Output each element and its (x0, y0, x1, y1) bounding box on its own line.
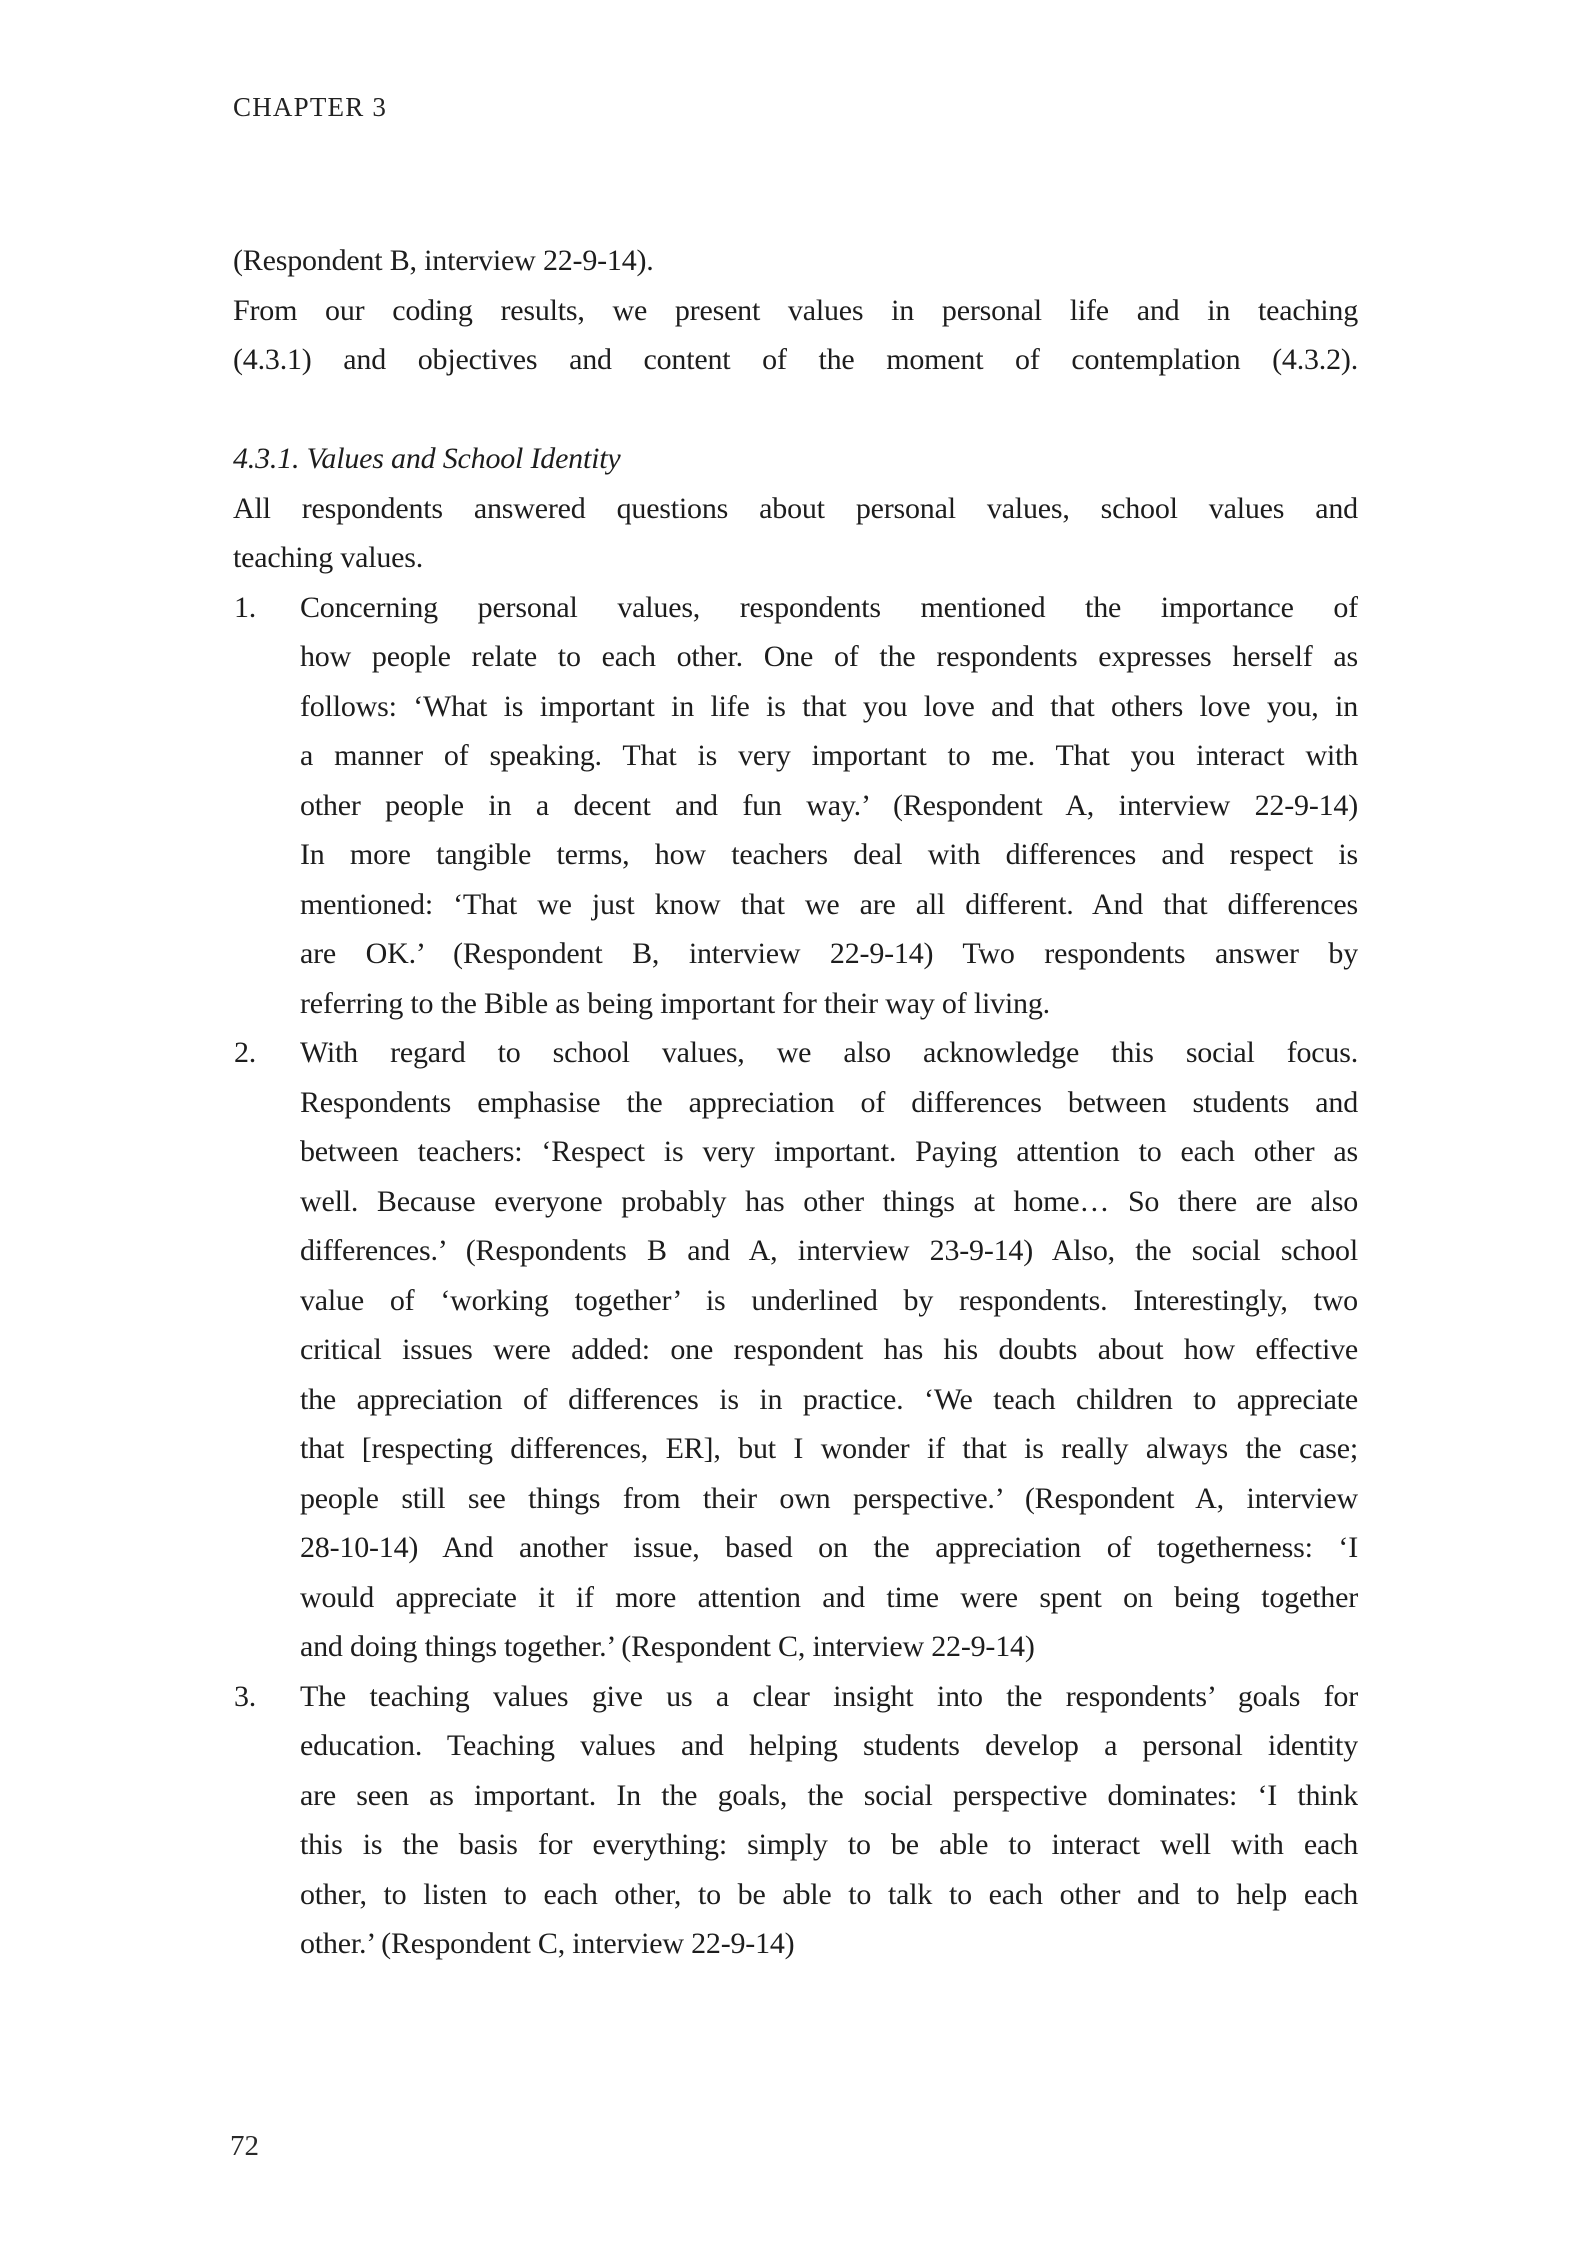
text-line: 28-10-14) And another issue, based on the appreciation of togetherness: ‘I (300, 1531, 1358, 1564)
text-line: (Respondent B, interview 22-9-14). (233, 244, 654, 277)
text-line: mentioned: ‘That we just know that we are all different. And that differences (300, 887, 1358, 921)
text-line: From our coding results, we present values in personal life and in teaching (233, 293, 1358, 327)
text-line: the appreciation of differences is in practice. ‘We teach children to appreciate (300, 1382, 1358, 1416)
list-item (233, 583, 1358, 1029)
text-line: that [respecting differences, ER], but I wonder if that is really always the case; (300, 1432, 1358, 1465)
text-line: value of ‘working together’ is underlined by respondents. Interestingly, two (300, 1283, 1358, 1317)
text-line: follows: ‘What is important in life is that you love and that others love you, in (300, 689, 1358, 723)
list-item (233, 1028, 1358, 1672)
text-line: are OK.’ (Respondent B, interview 22-9-14) Two respondents answer by (300, 937, 1358, 970)
text-line: other.’ (Respondent C, interview 22-9-14) (300, 1927, 795, 1960)
chapter-header: CHAPTER 3 (233, 92, 388, 122)
text-line: (4.3.1) and objectives and content of the moment of contemplation (4.3.2). (233, 343, 1358, 376)
text-line: this is the basis for everything: simply to be able to interact well with each (300, 1828, 1358, 1861)
text-line: a manner of speaking. That is very important to me. That you interact with (300, 739, 1358, 772)
list-number: 1. (234, 590, 257, 624)
text-line: how people relate to each other. One of the respondents expresses herself as (300, 640, 1358, 673)
text-line: teaching values. (233, 541, 424, 574)
page-number: 72 (230, 2130, 259, 2162)
text-line: With regard to school values, we also acknowledge this social focus. (300, 1036, 1358, 1069)
section-heading (233, 434, 1358, 484)
text-line: critical issues were added: one respondent has his doubts about how effective (300, 1333, 1358, 1366)
text-line: Concerning personal values, respondents mentioned the importance of (300, 590, 1358, 624)
text-line: 4.3.1. Values and School Identity (233, 442, 621, 475)
text-line: education. Teaching values and helping students develop a personal identity (300, 1729, 1358, 1762)
text-line: well. Because everyone probably has other things at home… So there are also (300, 1184, 1358, 1218)
text-line: between teachers: ‘Respect is very important. Paying attention to each other as (300, 1135, 1358, 1168)
text-line: are seen as important. In the goals, the social perspective dominates: ‘I think (300, 1778, 1358, 1812)
list-number: 2. (234, 1036, 257, 1069)
list-number: 3. (234, 1679, 257, 1713)
text-line: differences.’ (Respondents B and A, interview 23-9-14) Also, the social school (300, 1234, 1358, 1267)
list-item (233, 1672, 1358, 1969)
text-line: would appreciate it if more attention and time were spent on being together (300, 1580, 1358, 1614)
text-line: Respondents emphasise the appreciation of differences between students and (300, 1085, 1358, 1119)
body-text (233, 236, 1358, 1969)
text-line: other, to listen to each other, to be able to talk to each other and to help each (300, 1877, 1358, 1911)
paragraph (233, 286, 1358, 385)
paragraph (233, 484, 1358, 583)
paragraph (233, 236, 1358, 286)
text-line: The teaching values give us a clear insight into the respondents’ goals for (300, 1679, 1358, 1713)
text-line: and doing things together.’ (Respondent C, interview 22-9-14) (300, 1630, 1035, 1663)
text-line: referring to the Bible as being important for their way of living. (300, 986, 1050, 1020)
text-line: other people in a decent and fun way.’ (Respondent A, interview 22-9-14) (300, 788, 1358, 822)
text-line: In more tangible terms, how teachers deal with differences and respect is (300, 838, 1358, 871)
text-line: All respondents answered questions about personal values, school values and (233, 491, 1358, 525)
text-line: people still see things from their own perspective.’ (Respondent A, interview (300, 1481, 1358, 1515)
